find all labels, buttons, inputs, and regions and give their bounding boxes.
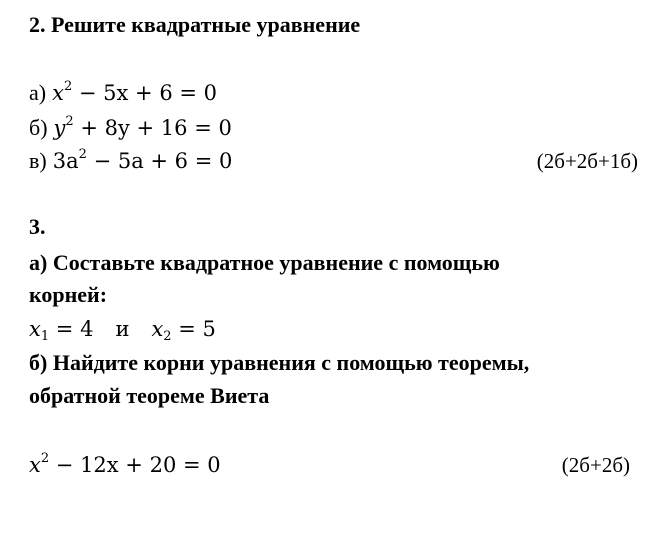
task3-part-a-line1: а) Составьте квадратное уравнение с помощью: [29, 250, 500, 275]
task2-item-a: [29, 80, 217, 106]
task3-part-b-line2: обратной теореме Виета: [29, 383, 270, 408]
task2-item-b: [29, 115, 232, 141]
task3-part-b-line1: б) Найдите корни уравнения с помощью теоремы,: [29, 350, 530, 375]
task3-score: (2б+2б): [561, 453, 630, 477]
task3-roots: $x_1 = 4$ и $x_2 = 5$: [29, 317, 216, 345]
equation: $y^2 + 8y + 16 = 0$: [53, 114, 232, 140]
item-label: а): [29, 80, 47, 105]
task3-equation: $x^2 - 12x + 20 = 0$: [29, 451, 221, 477]
item-label: б): [29, 115, 48, 140]
task3-number: 3.: [29, 214, 46, 239]
roots-connector: и: [115, 317, 130, 341]
equation: $x^2 - 5x + 6 = 0$: [52, 79, 217, 105]
task2-item-c: [29, 148, 232, 174]
task2-score: (2б+2б+1б): [536, 149, 638, 173]
task3-part-a-line2: корней:: [29, 282, 108, 307]
task2-title: 2. Решите квадратные уравнение: [29, 12, 361, 37]
equation: $3a^2 - 5a + 6 = 0$: [52, 147, 233, 173]
item-label: в): [29, 148, 47, 173]
